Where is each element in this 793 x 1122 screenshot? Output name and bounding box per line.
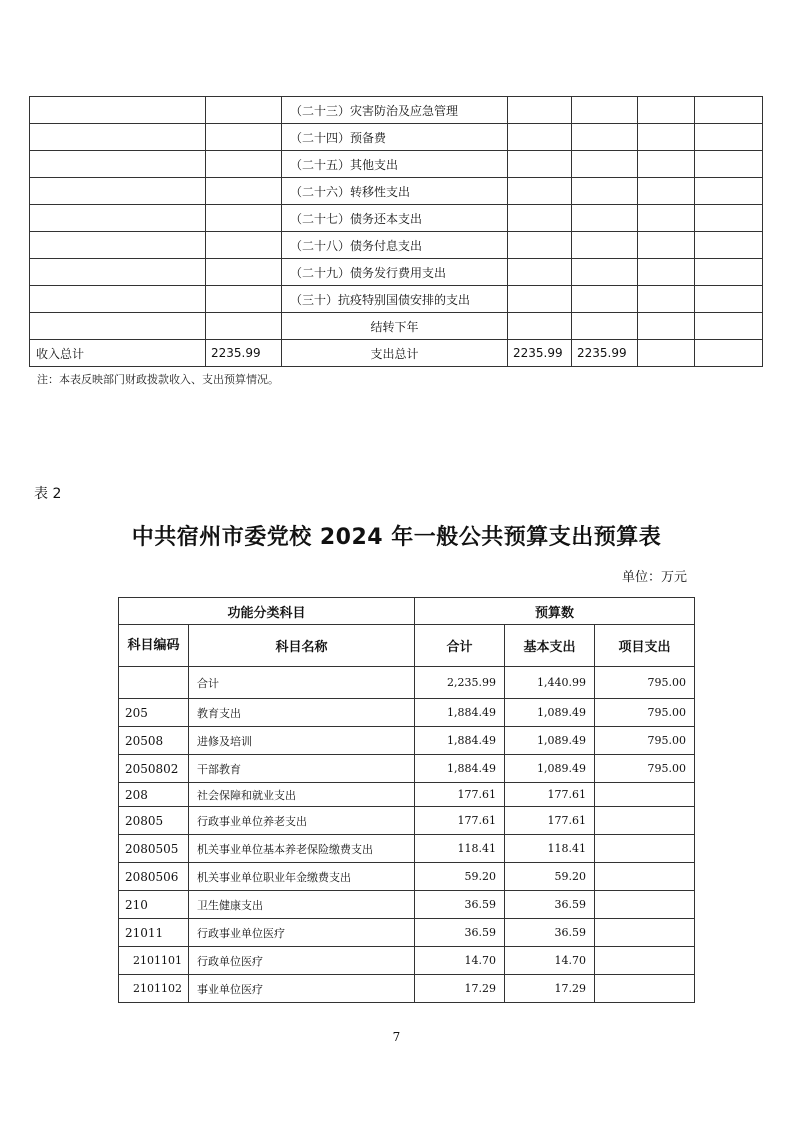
row-total: 177.61	[415, 783, 505, 807]
row-total: 17.29	[415, 975, 505, 1003]
row-basic: 36.59	[505, 891, 595, 919]
row-project	[595, 891, 695, 919]
row-total: 1,884.49	[415, 699, 505, 727]
row-code: 205	[119, 699, 189, 727]
expense-item-label: （三十）抗疫特别国债安排的支出	[282, 286, 508, 313]
row-total: 36.59	[415, 891, 505, 919]
row-name: 行政单位医疗	[189, 947, 415, 975]
unit-label: 单位：万元	[621, 570, 687, 585]
row-project	[595, 783, 695, 807]
table-row	[119, 863, 695, 891]
row-name: 干部教育	[189, 755, 415, 783]
row-basic: 1,089.49	[505, 755, 595, 783]
table-row	[119, 755, 695, 783]
header-code: 科目编码	[119, 625, 189, 667]
row-basic: 36.59	[505, 919, 595, 947]
row-code: 20508	[119, 727, 189, 755]
row-basic: 1,089.49	[505, 699, 595, 727]
row-total: 118.41	[415, 835, 505, 863]
expense-total-value: 2235.99	[508, 340, 572, 367]
expense-item-label: （二十八）债务付息支出	[282, 232, 508, 259]
header-total: 合计	[415, 625, 505, 667]
row-total: 1,884.49	[415, 755, 505, 783]
row-project	[595, 975, 695, 1003]
table-row	[30, 151, 763, 178]
row-project: 795.00	[595, 699, 695, 727]
row-name: 行政事业单位养老支出	[189, 807, 415, 835]
header-basic: 基本支出	[505, 625, 595, 667]
row-project	[595, 835, 695, 863]
row-project	[595, 947, 695, 975]
row-name: 进修及培训	[189, 727, 415, 755]
row-name: 卫生健康支出	[189, 891, 415, 919]
row-name: 教育支出	[189, 699, 415, 727]
table-row	[119, 975, 695, 1003]
budget-table	[118, 597, 695, 1003]
expense-total-label: 支出总计	[282, 340, 508, 367]
row-name: 机关事业单位职业年金缴费支出	[189, 863, 415, 891]
row-name: 事业单位医疗	[189, 975, 415, 1003]
expense-item-label: 结转下年	[282, 313, 508, 340]
income-total-label: 收入总计	[30, 340, 206, 367]
table-row	[30, 205, 763, 232]
row-basic: 177.61	[505, 783, 595, 807]
page-title: 中共宿州市委党校 2024 年一般公共预算支出预算表	[131, 525, 662, 550]
income-expense-table	[29, 96, 763, 367]
row-name: 社会保障和就业支出	[189, 783, 415, 807]
table-row	[119, 919, 695, 947]
table-row	[119, 699, 695, 727]
row-code: 20805	[119, 807, 189, 835]
row-basic: 177.61	[505, 807, 595, 835]
table-row	[119, 891, 695, 919]
row-basic: 17.29	[505, 975, 595, 1003]
expense-item-label: （二十六）转移性支出	[282, 178, 508, 205]
table-row	[30, 124, 763, 151]
row-project	[595, 863, 695, 891]
row-basic: 1,440.99	[505, 667, 595, 699]
table-row	[30, 259, 763, 286]
header-budget-group: 预算数	[415, 598, 695, 625]
row-code: 2080505	[119, 835, 189, 863]
row-project	[595, 807, 695, 835]
row-name: 合计	[189, 667, 415, 699]
header-func-group: 功能分类科目	[119, 598, 415, 625]
row-total: 177.61	[415, 807, 505, 835]
income-total-value: 2235.99	[206, 340, 282, 367]
row-code: 208	[119, 783, 189, 807]
row-code: 2050802	[119, 755, 189, 783]
expense-item-label: （二十九）债务发行费用支出	[282, 259, 508, 286]
row-basic: 14.70	[505, 947, 595, 975]
row-name: 行政事业单位医疗	[189, 919, 415, 947]
table-row	[30, 313, 763, 340]
row-code: 2080506	[119, 863, 189, 891]
expense-item-label: （二十七）债务还本支出	[282, 205, 508, 232]
row-total: 1,884.49	[415, 727, 505, 755]
table-row	[119, 783, 695, 807]
row-project: 795.00	[595, 667, 695, 699]
header-name: 科目名称	[189, 625, 415, 667]
table-row	[30, 232, 763, 259]
row-code: 2101101	[119, 947, 189, 975]
row-project	[595, 919, 695, 947]
row-code: 21011	[119, 919, 189, 947]
table-row	[119, 727, 695, 755]
row-total: 36.59	[415, 919, 505, 947]
row-code	[119, 667, 189, 699]
total-row	[30, 340, 763, 367]
table-row	[30, 286, 763, 313]
table-row	[30, 178, 763, 205]
expense-total-value-2: 2235.99	[572, 340, 638, 367]
expense-item-label: （二十三）灾害防治及应急管理	[282, 97, 508, 124]
header-project: 项目支出	[595, 625, 695, 667]
row-name: 机关事业单位基本养老保险缴费支出	[189, 835, 415, 863]
row-code: 2101102	[119, 975, 189, 1003]
row-total: 59.20	[415, 863, 505, 891]
table-row	[119, 835, 695, 863]
expense-item-label: （二十五）其他支出	[282, 151, 508, 178]
row-total: 2,235.99	[415, 667, 505, 699]
table-row	[119, 667, 695, 699]
table-row	[119, 807, 695, 835]
row-basic: 59.20	[505, 863, 595, 891]
page-number: 7	[392, 1030, 401, 1044]
table-row	[119, 947, 695, 975]
expense-item-label: （二十四）预备费	[282, 124, 508, 151]
row-project: 795.00	[595, 727, 695, 755]
table-note: 注：本表反映部门财政拨款收入、支出预算情况。	[37, 373, 279, 386]
table-row	[30, 97, 763, 124]
table-tag: 表 2	[34, 486, 62, 502]
row-basic: 118.41	[505, 835, 595, 863]
row-code: 210	[119, 891, 189, 919]
row-basic: 1,089.49	[505, 727, 595, 755]
row-project: 795.00	[595, 755, 695, 783]
row-total: 14.70	[415, 947, 505, 975]
